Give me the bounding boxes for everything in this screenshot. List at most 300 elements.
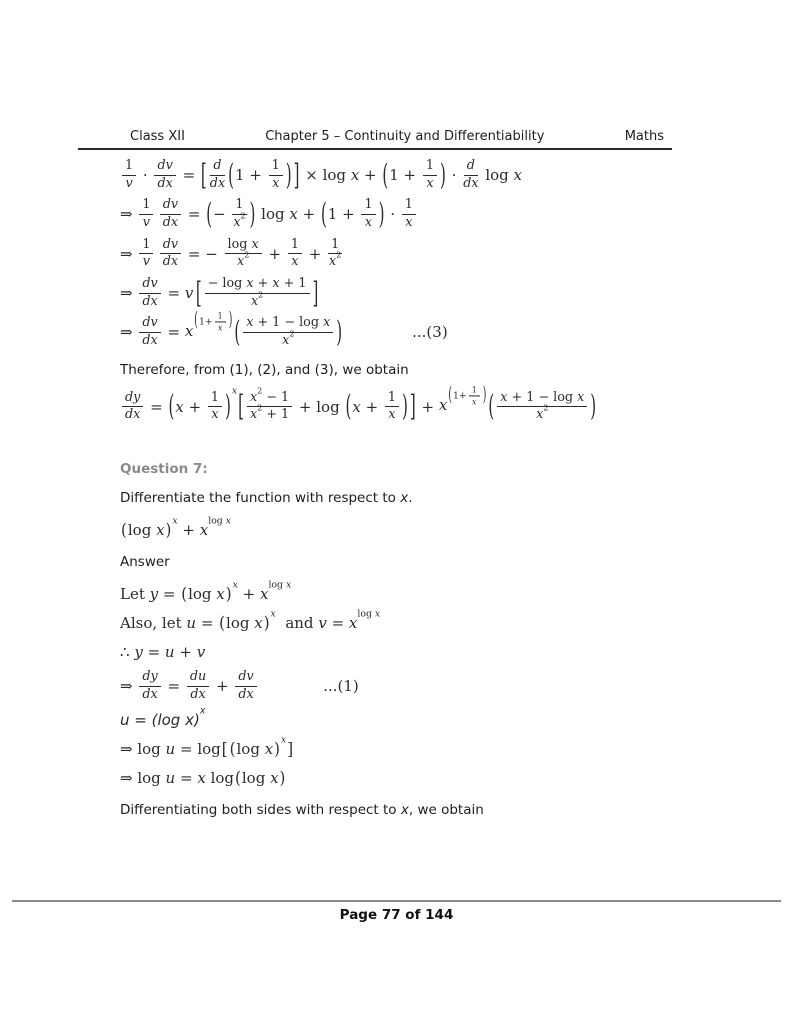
math-text: 2 bbox=[336, 250, 342, 260]
math-row bbox=[120, 670, 359, 702]
math-row bbox=[226, 614, 263, 632]
equation-line-2 bbox=[120, 198, 755, 230]
math-var: x bbox=[323, 315, 331, 331]
math-text: = bbox=[175, 769, 198, 788]
math-var: x bbox=[237, 254, 245, 270]
math-text: ⇒ log bbox=[120, 740, 166, 759]
fenced-group bbox=[237, 386, 417, 424]
math-text: = − bbox=[183, 244, 223, 263]
math-var: x bbox=[225, 515, 231, 527]
math-var: x bbox=[577, 389, 585, 405]
math-row bbox=[250, 386, 290, 406]
fenced-group bbox=[221, 734, 294, 759]
math-row bbox=[213, 198, 248, 230]
math-var: x bbox=[329, 254, 337, 270]
math-text: log bbox=[480, 166, 514, 185]
math-row bbox=[208, 277, 307, 292]
text-segment: , we obtain bbox=[408, 802, 484, 819]
fenced-group bbox=[167, 388, 231, 424]
fraction-numerator bbox=[139, 198, 153, 215]
math-text: ⇒ bbox=[120, 284, 138, 303]
fraction-numerator bbox=[205, 277, 310, 294]
math-text: + bbox=[359, 166, 382, 185]
fenced-group bbox=[381, 159, 447, 191]
math-var: x bbox=[536, 407, 544, 423]
superscript bbox=[237, 250, 250, 270]
math-var: x bbox=[211, 407, 219, 423]
math-var: x bbox=[438, 396, 448, 415]
fenced-group bbox=[205, 198, 256, 230]
paragraph bbox=[120, 490, 755, 506]
fraction-numerator bbox=[402, 198, 416, 215]
inline-variable: x bbox=[400, 489, 409, 506]
math-row bbox=[235, 159, 285, 191]
math-var: dy bbox=[142, 668, 158, 684]
fraction-denominator bbox=[291, 254, 298, 270]
fenced-group bbox=[200, 159, 301, 191]
close-bracket: ] bbox=[312, 274, 319, 311]
fraction-denominator bbox=[142, 294, 157, 310]
inline-variable: x bbox=[400, 802, 409, 819]
equation-line-18 bbox=[120, 767, 755, 789]
fenced-group bbox=[447, 383, 487, 407]
fraction-numerator bbox=[139, 238, 153, 255]
math-var: x bbox=[250, 407, 258, 423]
open-bracket: ( bbox=[229, 739, 236, 759]
math-row bbox=[120, 769, 286, 787]
math-var: v bbox=[184, 284, 194, 303]
fraction-denominator bbox=[210, 176, 225, 192]
fraction bbox=[139, 198, 153, 230]
math-var: dv bbox=[162, 197, 179, 213]
math-text: 2 bbox=[258, 290, 264, 300]
math-var: v bbox=[196, 642, 206, 661]
math-var: dx bbox=[142, 332, 158, 348]
superscript bbox=[120, 515, 178, 540]
fraction-denominator bbox=[163, 254, 178, 270]
math-row bbox=[120, 705, 206, 730]
math-var: x bbox=[289, 205, 298, 224]
math-text: 2 bbox=[289, 329, 295, 339]
math-text: log bbox=[268, 579, 286, 591]
fraction-denominator bbox=[143, 215, 150, 231]
math-var: x bbox=[291, 254, 299, 270]
math-var: x bbox=[426, 175, 434, 191]
fraction-denominator bbox=[218, 322, 222, 332]
math-text: log bbox=[127, 521, 157, 539]
fenced-group bbox=[320, 198, 386, 230]
math-text: × log bbox=[300, 166, 351, 185]
math-row bbox=[389, 159, 439, 191]
close-bracket: ) bbox=[336, 314, 343, 350]
fraction-numerator bbox=[208, 391, 222, 408]
open-bracket: [ bbox=[221, 738, 228, 759]
math-text: = bbox=[162, 677, 185, 696]
math-var: dx bbox=[190, 686, 206, 702]
fraction-denominator bbox=[250, 290, 264, 310]
open-bracket: ( bbox=[448, 383, 452, 407]
close-bracket: ) bbox=[274, 739, 281, 759]
math-var: x bbox=[172, 515, 178, 527]
close-bracket: ] bbox=[409, 388, 416, 424]
math-var: u bbox=[164, 642, 175, 661]
math-var: x bbox=[471, 397, 477, 407]
math-var: x bbox=[350, 166, 360, 185]
close-bracket: ) bbox=[165, 519, 172, 540]
math-var-sans: x bbox=[199, 705, 206, 717]
open-bracket: [ bbox=[200, 157, 207, 193]
math-text: + bbox=[183, 397, 206, 416]
open-bracket: ( bbox=[194, 309, 198, 332]
superscript bbox=[259, 579, 292, 603]
math-var: u bbox=[186, 613, 197, 632]
math-row bbox=[120, 515, 231, 540]
superscript bbox=[536, 403, 549, 423]
text-segment: Differentiating both sides with respect to bbox=[120, 802, 401, 819]
fraction bbox=[497, 391, 587, 423]
math-text: + bbox=[263, 244, 286, 263]
math-var: x bbox=[216, 585, 225, 603]
math-row bbox=[120, 643, 205, 661]
fraction-numerator bbox=[160, 198, 181, 215]
open-bracket: ( bbox=[382, 157, 389, 193]
header-class-label: Class XII bbox=[130, 129, 185, 144]
math-text: ⇒ log bbox=[120, 769, 166, 788]
fraction-denominator bbox=[426, 176, 433, 192]
math-row bbox=[128, 521, 165, 539]
math-text: − 1 bbox=[262, 389, 290, 405]
math-text: = bbox=[326, 613, 349, 632]
fraction-denominator bbox=[388, 407, 395, 423]
paragraph bbox=[120, 802, 755, 818]
fraction-denominator bbox=[163, 215, 178, 231]
fraction bbox=[215, 311, 226, 332]
math-text: ⇒ bbox=[120, 323, 138, 342]
math-var: x bbox=[246, 315, 254, 331]
math-text: 1 bbox=[290, 236, 299, 252]
math-var: x bbox=[246, 275, 254, 291]
math-text: + 1 − log bbox=[253, 315, 324, 331]
math-text: 1 bbox=[364, 197, 373, 213]
fraction-numerator bbox=[187, 670, 209, 687]
equation-line-17 bbox=[120, 734, 755, 760]
question-heading: Question 7: bbox=[120, 460, 208, 477]
text-segment: . bbox=[408, 489, 413, 506]
math-row bbox=[242, 769, 279, 787]
math-text: log bbox=[241, 769, 271, 788]
math-var: dx bbox=[162, 214, 179, 230]
math-row bbox=[120, 383, 597, 424]
equation-line-3 bbox=[120, 238, 755, 270]
math-row bbox=[120, 734, 294, 759]
math-text: + bbox=[174, 642, 197, 661]
open-bracket: ( bbox=[234, 314, 241, 350]
superscript bbox=[250, 290, 264, 310]
math-row bbox=[250, 403, 290, 423]
fraction bbox=[205, 277, 310, 309]
math-text: = bbox=[183, 205, 206, 224]
math-row bbox=[328, 198, 378, 230]
fraction-denominator bbox=[472, 397, 476, 407]
math-text: 1 bbox=[387, 389, 397, 405]
close-bracket: ] bbox=[287, 738, 294, 759]
math-text: 2 bbox=[240, 211, 246, 221]
math-text: 2 bbox=[257, 403, 263, 413]
math-text: ∴ bbox=[120, 642, 135, 661]
math-var: dv bbox=[142, 275, 158, 291]
math-var: dx bbox=[125, 407, 141, 423]
math-text: + bbox=[297, 205, 320, 224]
math-text: + bbox=[303, 244, 327, 263]
fraction-numerator bbox=[139, 277, 160, 294]
fraction bbox=[139, 316, 160, 348]
math-text: = bbox=[162, 323, 185, 342]
math-text: log bbox=[256, 205, 290, 224]
math-text: + bbox=[177, 520, 200, 539]
math-text: 1 bbox=[235, 197, 244, 213]
fraction bbox=[288, 238, 302, 270]
math-var: x bbox=[250, 389, 258, 405]
math-text: 1 + bbox=[327, 205, 360, 224]
math-text: = log bbox=[175, 740, 221, 759]
math-text: · bbox=[446, 166, 462, 185]
fraction bbox=[423, 159, 437, 191]
math-text: 1+ bbox=[452, 390, 467, 402]
fenced-group bbox=[218, 614, 270, 632]
math-row bbox=[228, 238, 259, 253]
math-text: ⇒ bbox=[120, 205, 138, 224]
fraction bbox=[208, 391, 222, 423]
superscript bbox=[282, 329, 295, 349]
open-bracket: ( bbox=[206, 196, 213, 232]
math-var: dv bbox=[162, 236, 179, 252]
math-row bbox=[268, 579, 291, 590]
math-text: + 1 bbox=[279, 275, 307, 291]
superscript bbox=[233, 211, 246, 231]
math-text: log bbox=[357, 608, 375, 620]
fraction-denominator bbox=[536, 403, 549, 423]
math-text: Let bbox=[120, 584, 150, 603]
fraction bbox=[247, 386, 292, 423]
math-text: ⇒ bbox=[120, 244, 138, 263]
fraction bbox=[235, 670, 256, 702]
equation-line-1 bbox=[120, 159, 755, 191]
fraction-numerator bbox=[269, 159, 283, 176]
math-text: 1 bbox=[217, 311, 223, 321]
fraction-denominator bbox=[282, 329, 295, 349]
math-var: du bbox=[189, 668, 207, 684]
fraction-numerator bbox=[122, 391, 143, 408]
fraction bbox=[402, 198, 416, 230]
fenced-group bbox=[229, 740, 281, 758]
paragraph bbox=[120, 362, 755, 378]
math-var: u bbox=[165, 769, 176, 788]
open-bracket: ( bbox=[488, 388, 495, 424]
math-var: v bbox=[142, 214, 150, 230]
math-var: dx bbox=[238, 686, 254, 702]
math-row bbox=[175, 391, 224, 423]
math-var: x bbox=[364, 214, 373, 230]
open-bracket: ( bbox=[320, 196, 327, 232]
math-row bbox=[246, 316, 330, 331]
math-text: · bbox=[138, 166, 153, 185]
fraction bbox=[139, 238, 153, 270]
math-var: x bbox=[264, 740, 274, 759]
fraction-denominator bbox=[238, 687, 253, 703]
open-bracket: ( bbox=[168, 388, 175, 424]
math-var: x bbox=[500, 389, 508, 405]
math-var: x bbox=[374, 608, 381, 620]
math-row bbox=[199, 311, 228, 332]
fraction-denominator bbox=[125, 407, 140, 423]
math-var: x bbox=[352, 397, 361, 416]
math-var: x bbox=[156, 521, 165, 539]
equation-line-5 bbox=[120, 309, 755, 350]
superscript bbox=[184, 309, 234, 343]
fraction-denominator bbox=[463, 176, 478, 192]
math-var: x bbox=[282, 332, 290, 348]
page-header bbox=[78, 129, 672, 150]
math-text: 1 bbox=[425, 158, 435, 173]
math-text: + 1 − log bbox=[507, 389, 578, 405]
fraction-numerator bbox=[243, 316, 333, 333]
math-var: dy bbox=[125, 389, 141, 405]
math-row bbox=[208, 515, 231, 526]
math-text: 1 bbox=[210, 389, 220, 405]
fraction bbox=[225, 238, 262, 270]
math-row bbox=[120, 309, 448, 350]
fenced-group bbox=[344, 388, 408, 424]
fraction bbox=[385, 391, 399, 423]
close-bracket: ) bbox=[249, 196, 256, 232]
math-text: + 1 bbox=[262, 407, 290, 423]
math-row bbox=[500, 391, 584, 406]
math-row bbox=[236, 740, 273, 758]
math-text: = bbox=[142, 642, 165, 661]
math-text: 2 bbox=[543, 403, 549, 413]
fraction-numerator bbox=[160, 238, 181, 255]
fraction-denominator bbox=[237, 250, 250, 270]
math-var: x bbox=[199, 520, 209, 539]
equation-line-4 bbox=[120, 274, 755, 311]
math-text: log bbox=[188, 585, 217, 603]
math-var: dx bbox=[157, 175, 173, 191]
fenced-group bbox=[180, 585, 232, 603]
fraction-numerator bbox=[139, 316, 160, 333]
math-var: v bbox=[125, 175, 133, 191]
fraction-numerator bbox=[385, 391, 399, 408]
equation-line-10 bbox=[120, 515, 755, 541]
open-bracket: [ bbox=[238, 388, 245, 424]
fraction-denominator bbox=[143, 254, 150, 270]
math-var: x bbox=[270, 769, 279, 788]
math-var: v bbox=[142, 254, 150, 270]
math-var: dv bbox=[238, 668, 254, 684]
math-var: x bbox=[250, 293, 259, 309]
fraction bbox=[122, 159, 136, 191]
math-var: x bbox=[197, 769, 206, 788]
fraction-numerator bbox=[469, 386, 480, 397]
math-text: = bbox=[162, 284, 185, 303]
fraction-denominator bbox=[142, 687, 157, 703]
close-bracket: ) bbox=[402, 388, 408, 424]
superscript bbox=[229, 734, 287, 759]
math-row bbox=[120, 198, 418, 230]
math-text: log bbox=[226, 614, 255, 632]
fraction-numerator bbox=[122, 159, 136, 176]
math-var: x bbox=[251, 236, 259, 252]
text-segment: Therefore, from (1), (2), and (3), we obtain bbox=[120, 361, 409, 378]
fraction bbox=[328, 238, 342, 270]
fraction bbox=[269, 159, 283, 191]
math-var: dx bbox=[142, 293, 158, 309]
equation-line-13 bbox=[120, 608, 755, 634]
math-text: + bbox=[360, 397, 383, 416]
fraction bbox=[469, 386, 480, 407]
math-text: 1 bbox=[404, 197, 413, 213]
math-row bbox=[120, 608, 381, 633]
fraction-numerator bbox=[464, 159, 478, 176]
fraction-denominator bbox=[125, 176, 132, 192]
math-text: ...(1) bbox=[323, 677, 359, 696]
fraction-denominator bbox=[365, 215, 372, 231]
math-text: log bbox=[205, 769, 234, 788]
fraction-denominator bbox=[142, 333, 157, 349]
open-bracket: ( bbox=[228, 157, 234, 193]
math-text: 1 bbox=[271, 158, 280, 173]
math-text: 1 bbox=[142, 197, 151, 213]
equation-line-15 bbox=[120, 670, 755, 702]
math-var: x bbox=[270, 608, 276, 620]
fraction bbox=[361, 198, 375, 230]
math-text: and bbox=[275, 613, 319, 632]
math-row bbox=[120, 159, 522, 191]
fraction-numerator bbox=[225, 238, 262, 255]
math-var: x bbox=[254, 614, 263, 632]
math-text: = bbox=[145, 397, 168, 416]
close-bracket: ) bbox=[228, 309, 233, 332]
fraction-denominator bbox=[405, 215, 412, 231]
math-var: x bbox=[233, 214, 241, 230]
fraction-numerator bbox=[247, 386, 292, 408]
fraction bbox=[463, 159, 478, 191]
fenced-group bbox=[120, 521, 172, 539]
math-text: log bbox=[227, 236, 252, 252]
superscript bbox=[250, 403, 263, 423]
math-var: d bbox=[466, 158, 475, 173]
fenced-group bbox=[233, 316, 343, 348]
math-text: + bbox=[416, 397, 439, 416]
math-row bbox=[188, 585, 225, 603]
math-text: Also, let bbox=[120, 613, 187, 632]
fenced-group bbox=[234, 769, 286, 787]
math-row bbox=[245, 386, 409, 424]
math-var: x bbox=[232, 579, 238, 591]
math-row bbox=[120, 274, 319, 311]
math-var: x bbox=[184, 321, 194, 340]
page-footer bbox=[12, 900, 781, 923]
close-bracket: ) bbox=[225, 388, 231, 424]
math-var: x bbox=[388, 407, 396, 423]
text-segment: Differentiate the function with respect to bbox=[120, 489, 401, 506]
math-var: x bbox=[231, 385, 238, 397]
close-bracket: ) bbox=[482, 383, 487, 407]
math-var: v bbox=[318, 613, 327, 632]
open-bracket: ( bbox=[219, 612, 226, 633]
math-text: 1 + bbox=[389, 166, 421, 185]
math-row bbox=[453, 386, 482, 407]
superscript bbox=[167, 385, 238, 424]
